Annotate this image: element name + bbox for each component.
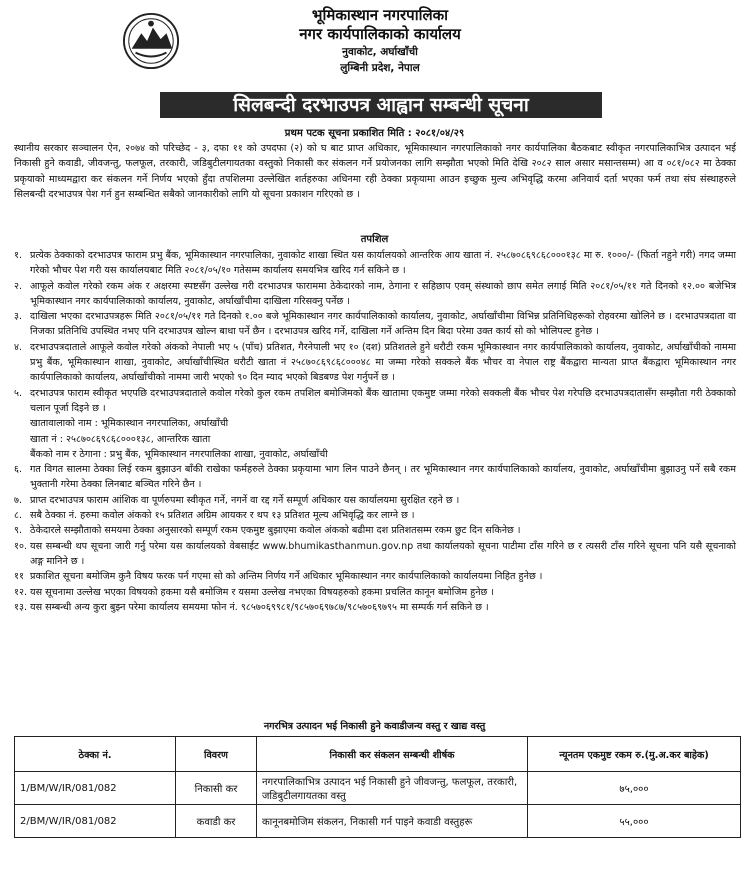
item-number: १२. — [14, 586, 28, 598]
list-item — [14, 569, 736, 584]
list-item — [14, 279, 736, 310]
item-text: आफूले कवोल गरेको रकम अंक र अक्षरमा स्पष्टसँग उल्लेख गरी दरभाउपत्र फाराममा ठेकेदारको नाम, ठेगाना र सहिछाप एवम् संस्थाको छाप समेत लगाई मिति २०८१/०५/११ गते दिनको १२.०० बजेभित्र भूमिकास्थान नगर कार्यपालिकाको कार्यालय, नुवाकोट, अर्घाखाँचीमा दाखिला गरिसक्नु पर्नेछ । — [30, 280, 737, 307]
item-number: ५. — [14, 387, 23, 399]
list-item — [14, 523, 736, 538]
item-text: प्रत्येक ठेक्काको दरभाउपत्र फाराम प्रभु बैंक, भूमिकास्थान नगरपालिका, नुवाकोट शाखा स्थित यस कार्यालयको आन्तरिक आय खाता नं. २५८७०८६९८६८०००१३८ मा रु. १०००/- (फिर्ता नहुने गरी) नगद जम्मा गरेको भौचर पेश गरी यस कार्यालयबाट मिति २०८१/०५/१० गतेसम्म कार्यालय समयभित्र खरिद गर्न सकिने छ । — [30, 250, 736, 277]
header-contract-no: ठेक्का नं. — [15, 737, 176, 772]
header — [0, 0, 749, 90]
list-item — [14, 462, 736, 493]
header-tax-title: निकासी कर संकलन सम्बन्धी शीर्षक — [257, 737, 528, 772]
list-item — [14, 340, 736, 386]
item-number: ११ — [14, 571, 24, 583]
item-text: दरभाउपत्र फाराम स्वीकृत भएपछि दरभाउपत्रदाताले कवोल गरेको कुल रकम तपशिल बमोजिमको बैंक खातामा एकमुष्ट जम्मा गरेको सक्कली बैंक भौचर पेश गरेपछि दरभाउपत्रदातासँग सम्झौता गरी ठेक्काको चलान पूर्जा दिइने छ । — [30, 387, 736, 414]
item-text: दरभाउपत्रदाताले आफूले कवोल गरेको अंकको नेपाली भए ५ (पाँच) प्रतिशत, गैरनेपाली भए १० (दश) प्रतिशतले हुने धरौटी रकम भूमिकास्थान नगर कार्यपालिकाको कार्यालय, नुवाकोट, अर्घाखाँचीको नाममा प्रभु बैंक, भूमिकास्थान शाखा, नुवाकोट, अर्घाखाँचीस्थित धरौटी खाता नं २५८७०८६९८६८०००४८ मा जम्मा गरेको सक्कले बैंक भौचर वा नेपाल राष्ट्र बैंकद्वारा मान्यता प्राप्त बैंकद्वारा भूमिकास्थान नगर कार्यपालिकाको कार्यालय, अर्घाखाँचीको नाममा जारी भएको ९० दिन म्याद भएको बिडबण्ड पेश गर्नुपर्ने छ । — [30, 341, 736, 384]
header-minimum-amount: न्यूनतम एकमुष्ट रकम रु.(मु.अ.कर बाहेक) — [528, 737, 741, 772]
item-number: १३. — [14, 601, 28, 613]
bank-name-address: बैंकको नाम र ठेगाना : प्रभु बैंक, भूमिकास्थान नगरपालिका शाखा, नुवाकोट, अर्घाखाँची — [30, 448, 328, 460]
contract-table — [14, 736, 741, 838]
item-number: ८. — [14, 510, 23, 522]
item-number: ९. — [14, 525, 23, 537]
list-item — [14, 493, 736, 508]
item-text: गत विगत सालमा ठेक्का लिई रकम बुझाउन बाँकी राखेका फर्महरुले ठेक्का प्रकृयामा भाग लिन पाउने छैनन् । तर भूमिकास्थान नगर कार्यपालिकाको कार्यालय, नुवाकोट, अर्घाखाँचीमा बुझाउनु पर्ने सबै रकम भुक्तानी गरेमा ठेक्का लिनबाट बञ्चित गरिने छैन । — [30, 464, 736, 491]
cell-tax-title: कानूनबमोजिम संकलन, निकासी गर्न पाइने कवाडी वस्तुहरू — [257, 805, 528, 838]
municipality-name: भूमिकास्थान नगरपालिका — [311, 6, 449, 24]
cell-contract-no: 1/BM/W/IR/081/082 — [15, 772, 176, 805]
list-item — [14, 309, 736, 340]
item-number: १. — [14, 250, 23, 261]
item-text: यस सम्बन्धी अन्य कुरा बुझ्न परेमा कार्यालय समयमा फोन नं. ९८५७०६९९८१/९८५७०६९७८७/९८५७०६९७९५ मा सम्पर्क गर्न सकिने छ । — [30, 601, 489, 613]
list-item — [14, 600, 736, 615]
publication-date: प्रथम पटक सूचना प्रकाशित मिति : २०८१/०४/२९ — [284, 128, 465, 139]
item-text: ठेकेदारले सम्झौताको समयमा ठेक्का अनुसारको सम्पूर्ण रकम एकमुष्ट बुझाएमा कवोल अंकको बढीमा दश प्रतिशतसम्म रकम छुट दिन सकिनेछ । — [30, 525, 521, 537]
list-item — [14, 585, 736, 600]
item-text: दाखिला भएका दरभाउपत्रहरू मिति २०८१/०५/११ गते दिनको १.०० बजे भूमिकास्थान नगर कार्यपालिकाको कार्यालय, नुवाकोट, अर्घाखाँचीमा विभिन्न प्रतिनिधिहरूको रोहवरमा खोलिने छ । दरभाउपत्रदाता वा निजका प्रतिनिधि उपस्थित नभए पनि दरभाउपत्र खोल्न बाधा पर्ने छैन । दरभाउपत्र खरिद गर्ने, दाखिला गर्ने अन्तिम दिन बिदा परेमा उक्त कार्य सो को भोलिपल्ट हुनेछ । — [30, 311, 736, 338]
province-name: लुम्बिनी प्रदेश, नेपाल — [340, 62, 420, 74]
list-item — [14, 508, 736, 523]
item-text: प्रकाशित सूचना बमोजिम कुनै विषय फरक पर्न गएमा सो को अन्तिम निर्णय गर्ने अधिकार भूमिकास्थान नगर कार्यपालिकाको कार्यालयमा निहित हुनेछ । — [30, 571, 543, 583]
office-location: नुवाकोट, अर्घाखाँची — [342, 46, 418, 58]
cell-description: निकासी कर — [176, 772, 257, 805]
office-name: नगर कार्यपालिकाको कार्यालय — [299, 25, 461, 43]
bank-account-name: खातावालाको नाम : भूमिकास्थान नगरपालिका, अर्घाखाँची — [30, 418, 229, 430]
header-description: विवरण — [176, 737, 257, 772]
table-row — [15, 805, 741, 838]
list-item — [14, 539, 736, 570]
cell-amount: ७५,००० — [528, 772, 741, 805]
cell-description: कवाडी कर — [176, 805, 257, 838]
item-number: ६. — [14, 464, 23, 476]
item-text: यस सूचनामा उल्लेख भएका विषयको हकमा यसै बमोजिम र यसमा उल्लेख नभएका विषयहरुको हकमा प्रचलित कानून बमोजिम हुनेछ । — [30, 586, 494, 598]
item-number: ७. — [14, 494, 23, 506]
item-text: सबै ठेक्का नं. हरुमा कवोल अंकको १५ प्रतिशत अग्रिम आयकर र थप १३ प्रतिशत मूल्य अभिवृद्धि कर लाग्ने छ । — [30, 510, 415, 522]
nepal-emblem-icon — [122, 12, 180, 70]
item-number: ४. — [14, 341, 23, 353]
cell-tax-title: नगरपालिकाभित्र उत्पादन भई निकासी हुने जीवजन्तु, फलफूल, तरकारी, जडिबुटीलगायतका वस्तु — [257, 772, 528, 805]
list-item — [14, 248, 736, 279]
item-number: २. — [14, 280, 23, 292]
item-number: १०. — [14, 540, 28, 552]
table-header-row — [15, 737, 741, 772]
cell-contract-no: 2/BM/W/IR/081/082 — [15, 805, 176, 838]
conditions-list — [14, 248, 736, 615]
item-text: प्राप्त दरभाउपत्र फाराम आंशिक वा पूर्णरुपमा स्वीकृत गर्ने, नगर्ने वा रद्द गर्ने सम्पूर्ण अधिकार यस कार्यालयमा सुरक्षित रहने छ । — [30, 494, 460, 506]
table-title: नगरभित्र उत्पादन भई निकासी हुने कवाडीजन्य वस्तु र खाद्य वस्तु — [263, 721, 486, 732]
notice-title: सिलबन्दी दरभाउपत्र आह्वान सम्बन्धी सूचना — [160, 92, 602, 118]
list-item — [14, 386, 736, 417]
table-row — [15, 772, 741, 805]
item-number: ३. — [14, 311, 23, 323]
item-text: यस सम्बन्धी थप सूचना जारी गर्नु परेमा यस कार्यालयको वेबसाईट www.bhumikasthanmun.gov.np तथा कार्यालयको सूचना पाटीमा टाँस गरिने छ र त्यसरी टाँस गरिने सूचना पनि यसै सूचनाको अङ्ग मानिने छ । — [30, 540, 736, 567]
details-heading: तपशिल — [360, 234, 389, 245]
bank-account-number: खाता नं : २५८७०८६९८६८०००१३८, आन्तरिक खाता — [30, 433, 211, 445]
cell-amount: ५५,००० — [528, 805, 741, 838]
intro-paragraph: स्थानीय सरकार सञ्चालन ऐन, २०७४ को परिच्छेद - ३, दफा ११ को उपदफा (२) को घ बाट प्राप्त अधिकार, भूमिकास्थान नगरपालिकाको नगर कार्यपालिका बैठकबाट स्वीकृत नगरपालिकाभित्र उत्पादन भई निकासी हुने कवाडी, जीवजन्तु, फलफूल, तरकारी, जडिबुटीलगायतका वस्तुको निकासी कर संकलन गर्ने प्रयोजनका लागि सम्झौता भएको मिति देखि २०८२ साल असार मसान्तसम्म) आ व ०८१/०८२ मा ठेक्का प्रकृयाको माध्यमद्वारा कर संकलन गर्ने निर्णय भएको हुँदा तपशिलमा उल्लेखित शर्तहरुका अधिनमा रही ठेक्का प्रकृयामा आउन इच्छुक मुल्य अभिवृद्धि करमा अनिवार्य दर्ता भएका फर्म तथा संघ संस्थाहरुले सिलबन्दी दरभाउपत्र पेश गर्न हुन सम्बन्धित सबैको जानकारीको लागि यो सूचना प्रकाशन गरिएको छ । — [14, 143, 736, 200]
